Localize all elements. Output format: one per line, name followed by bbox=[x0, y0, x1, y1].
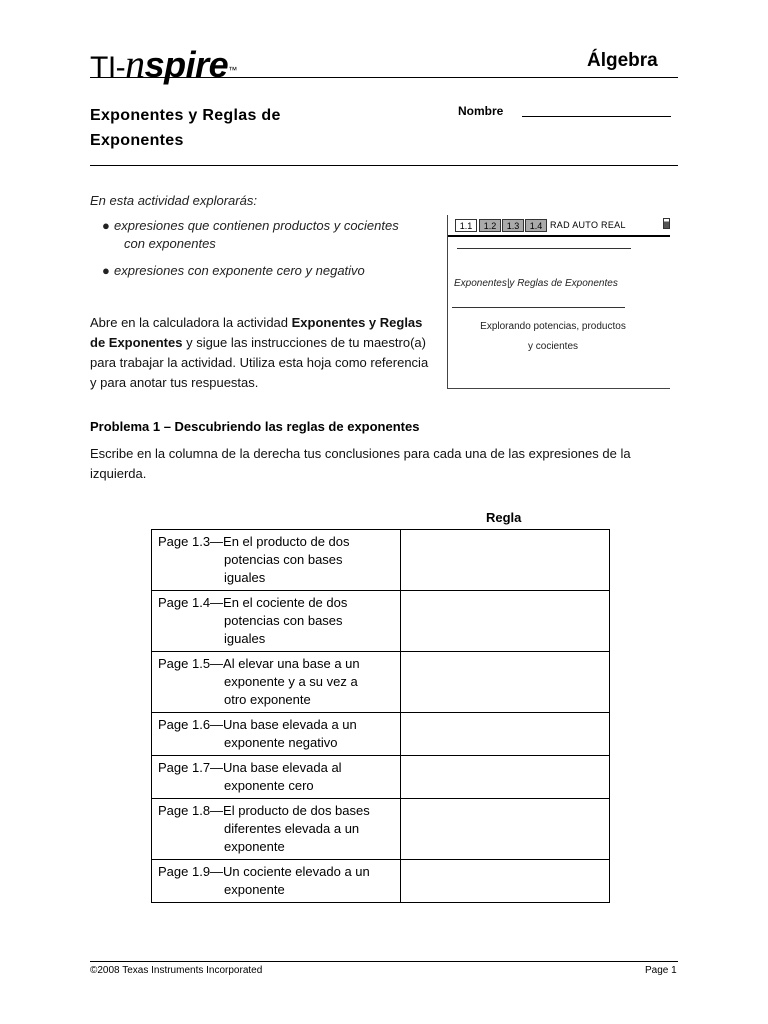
table-row bbox=[152, 756, 610, 799]
activity-name: Exponentes y Reglas de Exponentes bbox=[90, 315, 423, 350]
expression-text: exponente cero bbox=[224, 778, 314, 793]
calculator-tab-bar bbox=[448, 215, 670, 237]
list-item bbox=[100, 217, 430, 253]
expression-page-text: Page 1.3—En el producto de dos bbox=[158, 534, 350, 549]
footer-copyright: ©2008 Texas Instruments Incorporated bbox=[90, 965, 263, 976]
document-title-line1: Exponentes y Reglas de bbox=[90, 107, 281, 124]
rule-answer-cell[interactable] bbox=[401, 860, 610, 903]
table-row bbox=[152, 652, 610, 713]
expression-cell bbox=[152, 591, 401, 652]
name-label: Nombre bbox=[458, 104, 504, 118]
bullet-icon: ● bbox=[102, 263, 110, 278]
calc-mode-status: RAD AUTO REAL bbox=[550, 220, 626, 230]
logo-n: n bbox=[125, 41, 145, 86]
expression-text: potencias con bases bbox=[224, 552, 343, 567]
calc-document-title: Exponentes|y Reglas de Exponentes bbox=[454, 278, 618, 289]
battery-icon bbox=[663, 218, 670, 229]
table-row bbox=[152, 799, 610, 860]
expression-text: exponente bbox=[224, 882, 285, 897]
bullet-text: expresiones que contienen productos y cocientes bbox=[114, 218, 399, 233]
bullet-icon: ● bbox=[102, 218, 110, 233]
expression-cell bbox=[152, 756, 401, 799]
calc-tab-1-2: 1.2 bbox=[479, 219, 501, 232]
instructions-paragraph bbox=[90, 313, 430, 393]
rule-answer-cell[interactable] bbox=[401, 530, 610, 591]
expression-cell bbox=[152, 713, 401, 756]
expression-text: otro exponente bbox=[224, 692, 311, 707]
problem-instructions: Escribe en la columna de la derecha tus conclusiones para cada una de las expresiones de la izquierda. bbox=[90, 446, 631, 481]
footer-page-number: Page 1 bbox=[645, 965, 677, 976]
table-row bbox=[152, 713, 610, 756]
problem-heading: Problema 1 – Descubriendo las reglas de exponentes bbox=[90, 419, 420, 434]
expression-page-text: Page 1.6—Una base elevada a un bbox=[158, 717, 357, 732]
calc-title-rule-bottom bbox=[452, 307, 625, 308]
list-item bbox=[100, 262, 430, 280]
calc-tab-1-4: 1.4 bbox=[525, 219, 547, 232]
bullet-text: expresiones con exponente cero y negativo bbox=[114, 263, 365, 278]
expression-text: iguales bbox=[224, 570, 266, 585]
calc-subtitle-line1: Explorando potencias, productos bbox=[480, 321, 626, 332]
table-row bbox=[152, 530, 610, 591]
table-row bbox=[152, 591, 610, 652]
document-title-line2: Exponentes bbox=[90, 132, 184, 149]
expression-page-text: Page 1.7—Una base elevada al bbox=[158, 760, 342, 775]
rule-answer-cell[interactable] bbox=[401, 756, 610, 799]
rule-answer-cell[interactable] bbox=[401, 652, 610, 713]
expression-text: diferentes elevada a un bbox=[224, 821, 360, 836]
expression-text: potencias con bases bbox=[224, 613, 343, 628]
document-title bbox=[90, 103, 370, 153]
calc-tab-1-3: 1.3 bbox=[502, 219, 524, 232]
expression-page-text: Page 1.8—El producto de dos bases bbox=[158, 803, 370, 818]
calculator-screenshot bbox=[447, 215, 670, 389]
footer-divider bbox=[90, 961, 678, 962]
expression-page-text: Page 1.4—En el cociente de dos bbox=[158, 595, 348, 610]
header-divider bbox=[90, 77, 678, 78]
expression-cell bbox=[152, 860, 401, 903]
expression-cell bbox=[152, 652, 401, 713]
logo-ti: TI- bbox=[90, 51, 126, 84]
instructions-text: Abre en la calculadora la actividad bbox=[90, 315, 292, 330]
rule-answer-cell[interactable] bbox=[401, 713, 610, 756]
bullet-text-continued: con exponentes bbox=[124, 236, 216, 251]
rule-answer-cell[interactable] bbox=[401, 591, 610, 652]
calc-subtitle-line2: y cocientes bbox=[527, 341, 579, 352]
expression-cell bbox=[152, 799, 401, 860]
title-divider bbox=[90, 165, 678, 166]
intro-lead: En esta actividad explorarás: bbox=[90, 193, 257, 208]
calc-tab-1-1: 1.1 bbox=[455, 219, 477, 232]
table-row bbox=[152, 860, 610, 903]
ti-nspire-logo bbox=[90, 42, 237, 90]
expression-text: exponente negativo bbox=[224, 735, 338, 750]
rule-answer-cell[interactable] bbox=[401, 799, 610, 860]
name-field-line[interactable] bbox=[522, 116, 671, 117]
rules-table bbox=[151, 529, 610, 903]
objectives-list bbox=[100, 217, 430, 289]
instructions-text-rest: y sigue las instrucciones de tu maestro(a) para trabajar la actividad. Utiliza esta hoja como referencia y para anotar tus respuestas. bbox=[90, 335, 429, 390]
rule-column-header: Regla bbox=[486, 510, 522, 525]
calc-title-rule-top bbox=[457, 248, 631, 249]
expression-cell bbox=[152, 530, 401, 591]
logo-trademark: ™ bbox=[228, 65, 237, 75]
expression-text: exponente bbox=[224, 839, 285, 854]
expression-page-text: Page 1.5—Al elevar una base a un bbox=[158, 656, 360, 671]
subject-title: Álgebra bbox=[587, 50, 658, 71]
logo-spire: spire bbox=[144, 44, 229, 85]
calc-subtitle bbox=[448, 317, 658, 357]
expression-page-text: Page 1.9—Un cociente elevado a un bbox=[158, 864, 370, 879]
expression-text: iguales bbox=[224, 631, 266, 646]
expression-text: exponente y a su vez a bbox=[224, 674, 358, 689]
